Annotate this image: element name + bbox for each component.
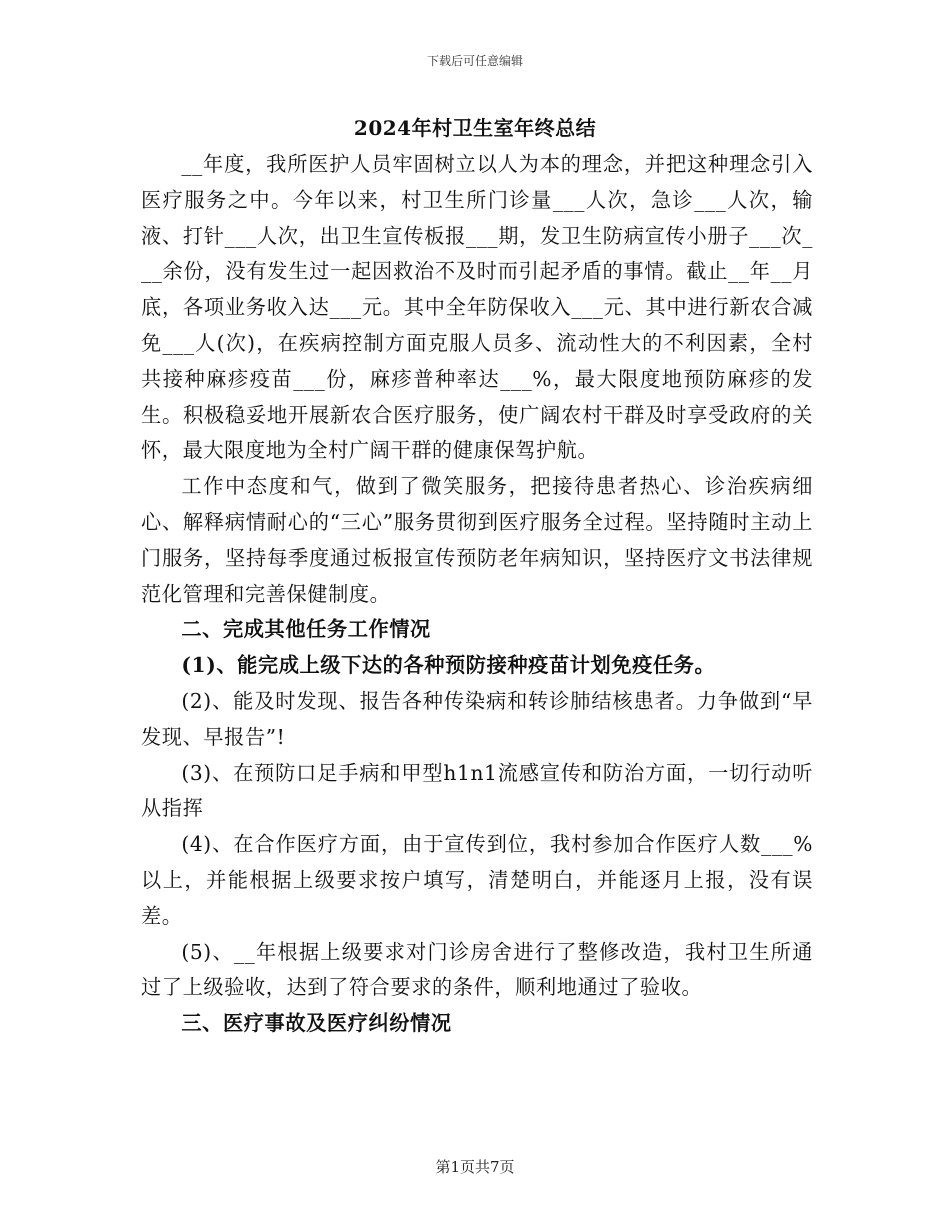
- document-title: 2024年村卫生室年终总结: [353, 116, 597, 140]
- list-item-2: (2)、能及时发现、报告各种传染病和转诊肺结核患者。力争做到“早发现、早报告”!: [141, 688, 813, 749]
- paragraph-service-attitude: 工作中态度和气，做到了微笑服务，把接待患者热心、诊治疾病细心、解释病情耐心的“三心”服务贯彻到医疗服务全过程。坚持随时主动上门服务，坚持每季度通过板报宣传预防老年病知识，坚持医疗文书法律规范化管理和完善保健制度。: [141, 474, 813, 606]
- section-heading-other-tasks: 二、完成其他任务工作情况: [181, 617, 431, 642]
- document-body: [141, 147, 813, 1042]
- list-item-1: (1)、能完成上级下达的各种预防接种疫苗计划免疫任务。: [181, 653, 716, 678]
- list-item-4: (4)、在合作医疗方面，由于宣传到位，我村参加合作医疗人数___%以上，并能根据上级要求按户填写，清楚明白，并能逐月上报，没有误差。: [141, 832, 813, 928]
- list-item-5: (5)、__年根据上级要求对门诊房舍进行了整修改造，我村卫生所通过了上级验收，达到了符合要求的条件，顺利地通过了验收。: [141, 939, 813, 1000]
- paragraph-summary: __年度，我所医护人员牢固树立以人为本的理念，并把这种理念引入医疗服务之中。今年以来，村卫生所门诊量___人次，急诊___人次，输液、打针___人次，出卫生宣传板报___期，发卫生防病宣传小册子___次___余份，没有发生过一起因救治不及时而引起矛盾的事情。截止__年__月底，各项业务收入达___元。其中全年防保收入___元、其中进行新农合减免___人(次)，在疾病控制方面克服人员多、流动性大的不利因素，全村共接种麻疹疫苗___份，麻疹普种率达___%，最大限度地预防麻疹的发生。积极稳妥地开展新农合医疗服务，使广阔农村干群及时享受政府的关怀，最大限度地为全村广阔干群的健康保驾护航。: [141, 152, 813, 463]
- page-footer-number: 第1页共7页: [435, 1158, 515, 1176]
- page-header-note: 下载后可任意编辑: [426, 54, 523, 68]
- list-item-3: (3)、在预防口足手病和甲型h1n1流感宣传和防治方面，一切行动听从指挥: [141, 760, 813, 821]
- section-heading-medical-incidents: 三、医疗事故及医疗纠纷情况: [181, 1011, 452, 1036]
